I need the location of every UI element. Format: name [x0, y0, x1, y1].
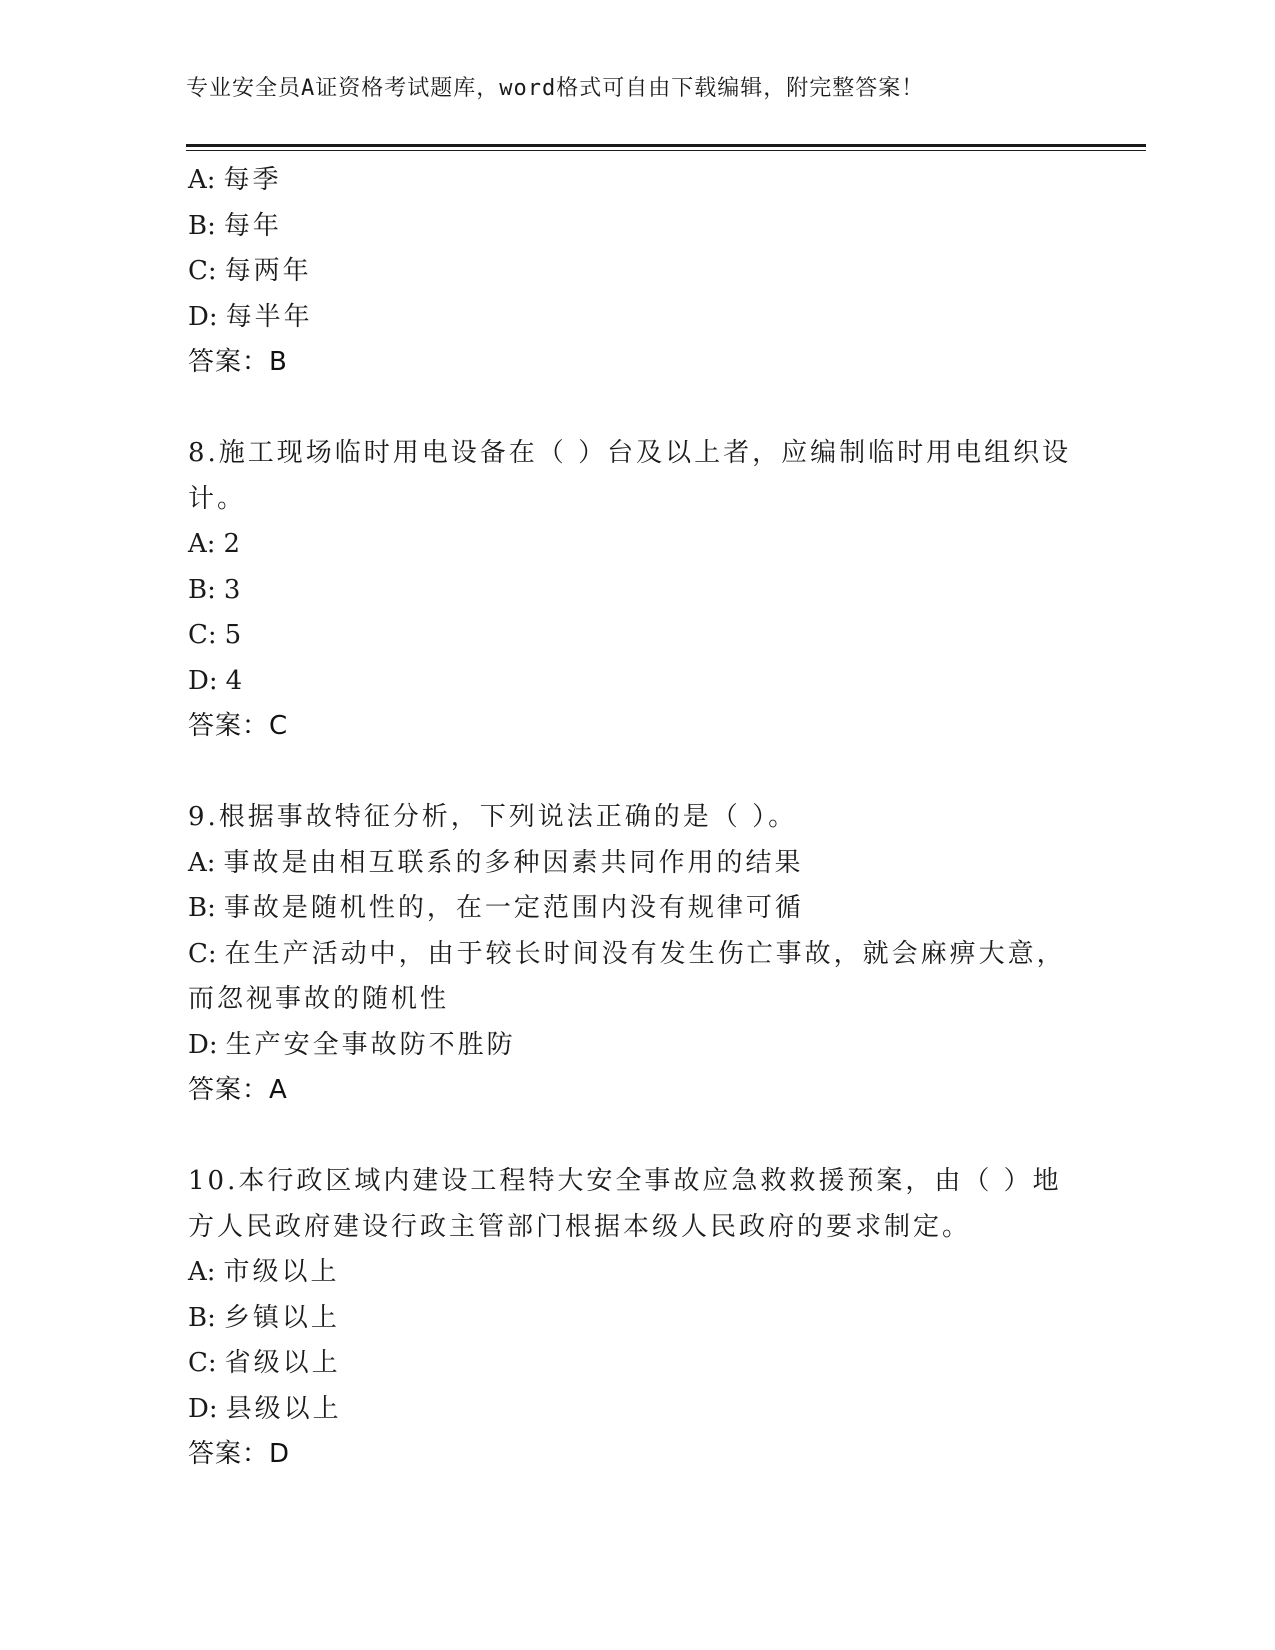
question-stem-continued: 方人民政府建设行政主管部门根据本级人民政府的要求制定。	[188, 1211, 972, 1242]
option-letter: A:	[188, 847, 216, 878]
question-8	[188, 431, 1072, 750]
option-text: 事故是随机性的，在一定范围内没有规律可循	[223, 893, 804, 923]
answer-label: 答案：B	[188, 347, 288, 377]
option-text: 市级以上	[223, 1257, 340, 1287]
option-text: 3	[223, 574, 244, 605]
option-letter: A:	[188, 1257, 216, 1287]
option-letter: A:	[188, 165, 216, 195]
option-text: 4	[225, 665, 246, 696]
option-text: 每季	[223, 165, 282, 195]
option-d	[188, 659, 1068, 705]
option-a	[188, 841, 1068, 887]
option-d	[188, 1023, 1068, 1069]
option-letter: C:	[188, 1348, 217, 1378]
question-9	[188, 795, 1068, 1114]
question-stem-continued: 计。	[188, 483, 247, 514]
option-d	[188, 1387, 1068, 1433]
option-letter: B:	[188, 574, 216, 605]
option-letter: D:	[188, 1393, 218, 1424]
header-divider	[186, 144, 1146, 151]
option-a	[188, 158, 1068, 204]
option-text: 每两年	[224, 256, 312, 286]
option-letter: B:	[188, 893, 216, 923]
option-text: 生产安全事故防不胜防	[225, 1029, 516, 1060]
option-letter: B:	[188, 210, 216, 241]
option-a	[188, 522, 1068, 568]
option-b	[188, 204, 1068, 250]
option-letter: D:	[188, 665, 218, 696]
option-letter: D:	[188, 301, 218, 332]
option-letter: B:	[188, 1302, 216, 1333]
option-c	[188, 249, 1068, 295]
option-b	[188, 1296, 1068, 1342]
question-stem: 9.根据事故特征分析，下列说法正确的是（ ）。	[188, 802, 798, 832]
option-c-continued: 而忽视事故的随机性	[188, 984, 450, 1014]
option-text: 2	[223, 529, 244, 559]
question-10	[188, 1159, 1068, 1478]
option-b	[188, 886, 1068, 932]
spacer	[188, 1114, 1068, 1160]
answer-label: 答案：C	[188, 711, 289, 741]
option-text: 每半年	[225, 301, 313, 332]
page-header: 专业安全员A证资格考试题库，word格式可自由下载编辑，附完整答案！	[186, 76, 925, 101]
option-text: 省级以上	[224, 1348, 341, 1378]
option-letter: A:	[188, 529, 216, 559]
option-text: 事故是由相互联系的多种因素共同作用的结果	[223, 847, 804, 878]
question-7-tail	[188, 158, 1068, 386]
option-text: 乡镇以上	[223, 1302, 340, 1333]
option-letter: C:	[188, 620, 217, 650]
question-stem: 8.施工现场临时用电设备在（ ）台及以上者，应编制临时用电组织设	[188, 438, 1072, 468]
option-b	[188, 568, 1068, 614]
spacer	[188, 750, 1068, 796]
option-c	[188, 932, 1068, 978]
option-letter: D:	[188, 1029, 218, 1060]
option-text: 5	[224, 620, 245, 650]
option-text: 县级以上	[225, 1393, 342, 1424]
option-text: 在生产活动中，由于较长时间没有发生伤亡事故，就会麻痹大意，	[224, 938, 1066, 969]
option-letter: C:	[188, 938, 217, 969]
question-list	[188, 158, 1072, 1478]
question-stem: 10.本行政区域内建设工程特大安全事故应急救救援预案，由（ ）地	[188, 1166, 1062, 1196]
answer-label: 答案：A	[188, 1075, 288, 1105]
option-d	[188, 295, 1068, 341]
option-c	[188, 613, 1068, 659]
answer-label: 答案：D	[188, 1439, 291, 1469]
option-c	[188, 1341, 1068, 1387]
option-text: 每年	[223, 210, 282, 241]
option-a	[188, 1250, 1068, 1296]
option-letter: C:	[188, 256, 217, 286]
spacer	[188, 386, 1068, 432]
